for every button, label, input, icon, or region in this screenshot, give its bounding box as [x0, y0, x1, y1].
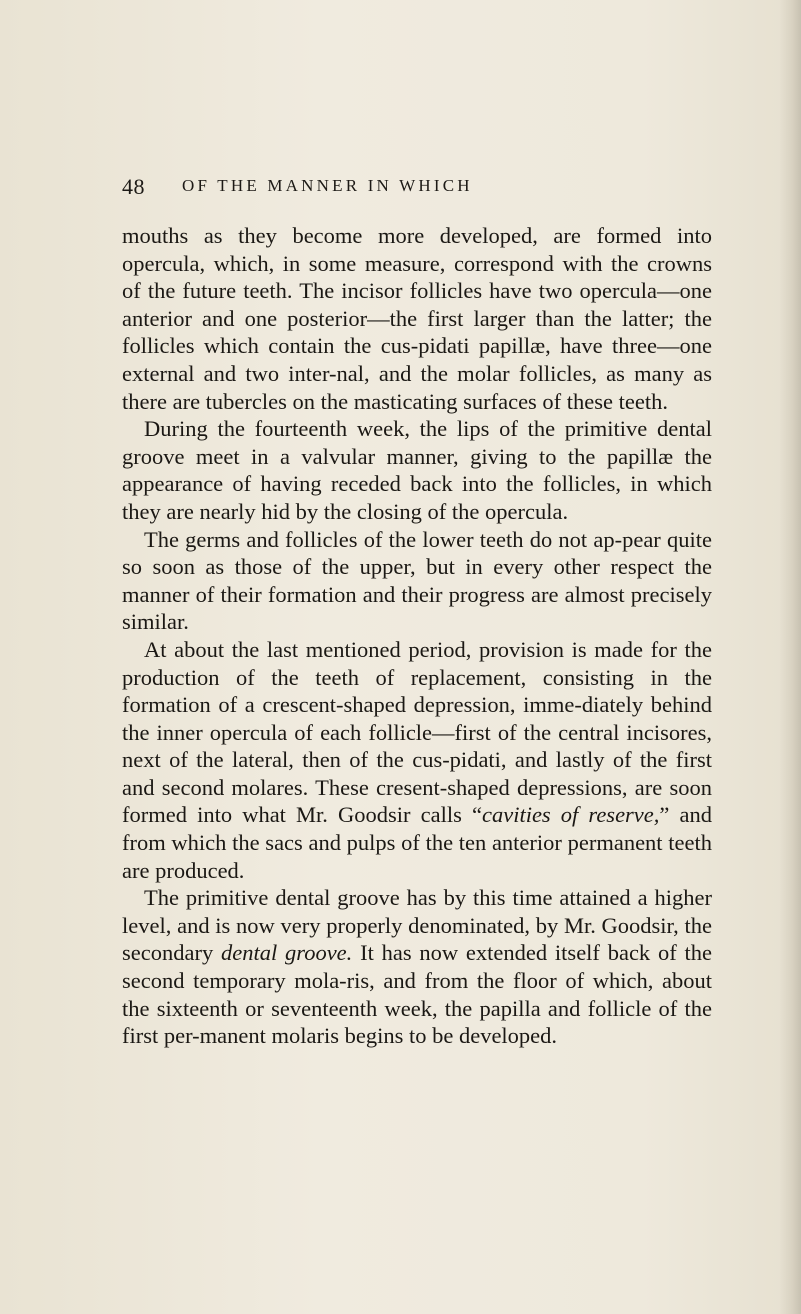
- paragraph-5-italic: dental groove.: [221, 940, 353, 966]
- page-header: [122, 174, 722, 200]
- paragraph-4-text-after: ” and from which the sacs and pulps of the ten anterior permanent teeth are produced.: [122, 802, 713, 883]
- paragraph-1: mouths as they become more developed, are formed into opercula, which, in some measure, correspond with the crowns of the future teeth. The incisor follicles have two opercula—one anterior and one posterior—the first larger than the latter; the follicles which contain the cus-pidati papillæ, have three—one external and two inter-nal, and the molar follicles, as many as there are tubercles on the masticating surfaces of these teeth.: [122, 223, 712, 414]
- page-number: 48: [122, 174, 145, 199]
- paragraph-5-text-before: The primitive dental groove has by this time attained a higher level, and is now very properly denominated, by Mr. Goodsir, the secondary: [122, 885, 712, 966]
- body-text: [122, 222, 712, 1050]
- paragraph-4: [122, 636, 712, 884]
- paragraph-4-italic: cavities of reserve,: [481, 802, 660, 828]
- running-head: OF THE MANNER IN WHICH: [182, 176, 473, 195]
- paragraph-5: [122, 884, 712, 1050]
- paragraph-2: During the fourteenth week, the lips of the primitive dental groove meet in a valvular manner, giving to the papillæ the appearance of having receded back into the follicles, in which they are nearly hid by the closing of the opercula.: [122, 416, 712, 524]
- paragraph-4-text-before: At about the last mentioned period, provision is made for the production of the teeth of replacement, consisting in the formation of a crescent-shaped depression, imme-diately behind the inner opercula of each follicle—first of the central incisores, next of the lateral, then of the cus-pidati, and lastly of the first and second molares. These cresent-shaped depressions, are soon formed into what Mr. Goodsir calls “: [122, 636, 712, 828]
- paragraph-3: The germs and follicles of the lower teeth do not ap-pear quite so soon as those of the upper, but in every other respect the manner of their formation and their progress are almost precisely similar.: [122, 526, 712, 635]
- page-edge-shadow: [779, 0, 801, 1314]
- paragraph-5-text-after: It has now extended itself back of the second temporary mola-ris, and from the floor of which, about the sixteenth or seventeenth week, the papilla and follicle of the first per-manent molaris begins to be developed.: [122, 940, 712, 1049]
